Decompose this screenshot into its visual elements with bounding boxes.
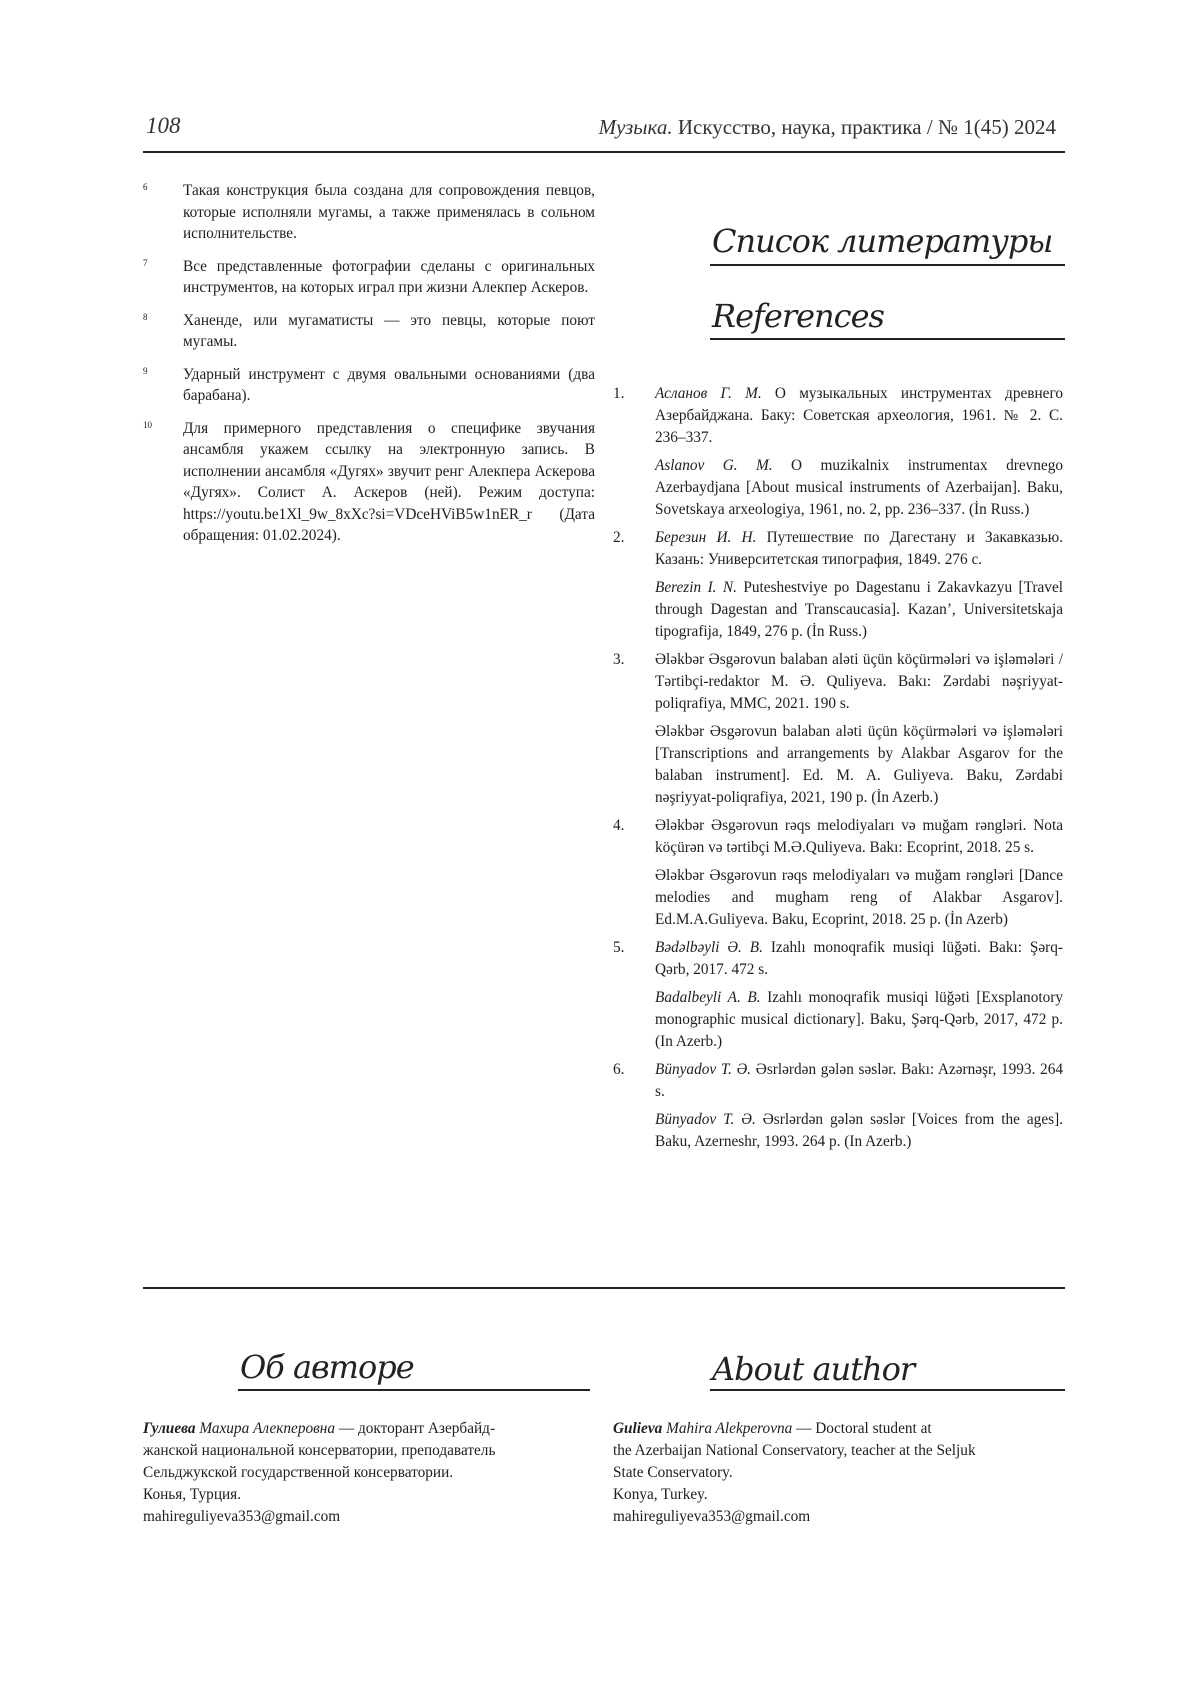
footnotes: [143, 180, 595, 558]
author-location: Konya, Turkey.: [613, 1486, 708, 1503]
bio-text: the Azerbaijan National Conservatory, teacher at the Seljuk: [613, 1442, 976, 1459]
reference-transliteration: [655, 455, 1063, 521]
about-title-en: About author: [712, 1350, 915, 1388]
reference-number: 3.: [613, 651, 625, 668]
reference-author: Асланов Г. М.: [655, 385, 762, 402]
author-surname: Гулиева: [143, 1420, 196, 1437]
bio-text: жанской национальной консерватории, преподаватель: [143, 1442, 496, 1459]
about-separator-rule: [143, 1287, 1065, 1289]
reference-text: O muzikalnix instrumentax drevnego Azerbaydjana [About musical instruments of Azerbaijan]. Baku, Sovetskaya arxeologiya, 1961, no. 2, pp. 236–337. (İn Russ.): [655, 457, 1063, 518]
references-title-en: References: [712, 297, 884, 335]
reference-number: 6.: [613, 1061, 625, 1078]
footnote: [143, 418, 595, 547]
reference-author: Березин И. Н.: [655, 529, 757, 546]
footnote-number: 6: [143, 182, 148, 192]
about-author-en: [613, 1418, 1063, 1528]
reference-author: Berezin I. N.: [655, 579, 737, 596]
journal-issue: Искусство, наука, практика / № 1(45) 2024: [677, 115, 1056, 139]
reference-item: [613, 383, 1063, 521]
reference-text: Izahlı monoqrafik musiqi lüğəti [Exsplanotory monographic musical dictionary]. Baku, Şərq-Qərb, 2017, 472 p. (In Azerb.): [655, 989, 1063, 1050]
reference-transliteration: [655, 865, 1063, 931]
references-title-en-rule: [710, 338, 1065, 340]
reference-item: [613, 815, 1063, 931]
reference-text: Ələkbər Əsgərovun balaban aləti üçün köçürmələri və işləmələri / Tərtibçi-redaktor M. Ə. Quliyeva. Bakı: Zərdabi nəşriyyat-poliqrafiya, MMC, 2021. 190 s.: [655, 651, 1063, 712]
reference-original: [655, 937, 1063, 981]
page-number: 108: [146, 113, 181, 138]
reference-text: Izahlı monoqrafik musiqi lüğəti. Bakı: Şərq-Qərb, 2017. 472 s.: [655, 939, 1063, 978]
footnote: [143, 180, 595, 245]
footnote-text: Такая конструкция была создана для сопровождения певцов, которые исполняли мугамы, а также применялась в сольном исполнительстве.: [183, 182, 595, 242]
header-rule: [143, 151, 1065, 153]
references-title-ru-rule: [710, 264, 1065, 266]
reference-original: [655, 649, 1063, 715]
about-title-en-rule: [710, 1389, 1065, 1391]
footnote-number: 8: [143, 311, 148, 322]
reference-text: Əsrlərdən gələn səslər. Bakı: Azərnəşr, 1993. 264 s.: [655, 1061, 1063, 1100]
reference-text: Ələkbər Əsgərovun balaban aləti üçün köçürmələri və işləmələri [Transcriptions and arrangements by Alakbar Asgarov for the balaban instrument]. Ed. M. A. Guliyeva. Baku, Zərdabi nəşriyyat-poliqrafiya, 2021, 190 p. (İn Azerb.): [655, 723, 1063, 806]
journal-title: [599, 115, 1056, 140]
author-surname: Gulieva: [613, 1420, 663, 1437]
footnote-text: Ударный инструмент с двумя овальными основаниями (два барабана).: [183, 365, 595, 404]
about-title-ru: Об авторе: [240, 1348, 414, 1386]
footnote: [143, 364, 595, 407]
references-title-ru: Список литературы: [712, 222, 1053, 260]
footnote-number: 7: [143, 257, 148, 268]
reference-author: Aslanov G. M.: [655, 457, 773, 474]
journal-brand: Музыка.: [598, 115, 673, 139]
reference-text: Əsrlərdən gələn səslər [Voices from the ages]. Baku, Azerneshr, 1993. 264 p. (In Azerb.): [655, 1111, 1063, 1150]
reference-original: [655, 527, 1063, 571]
reference-author: Bünyadov T. Ə.: [655, 1111, 756, 1128]
footnote: [143, 310, 595, 353]
reference-transliteration: [655, 577, 1063, 643]
reference-number: 1.: [613, 385, 625, 402]
bio-text: State Conservatory.: [613, 1464, 733, 1481]
reference-text: Ələkbər Əsgərovun rəqs melodiyaları və muğam rəngləri [Dance melodies and mugham reng of Alakbar Asgarov]. Ed.M.A.Guliyeva. Baku, Ecoprint, 2018. 25 p. (İn Azerb): [655, 867, 1063, 928]
author-email[interactable]: mahireguliyeva353@gmail.com: [613, 1508, 811, 1525]
author-given-name: Махира Алекперовна: [195, 1420, 336, 1437]
reference-author: Badalbeyli A. B.: [655, 989, 761, 1006]
reference-text: Ələkbər Əsgərovun rəqs melodiyaları və muğam rəngləri. Nota köçürən və tərtibçi M.Ə.Quliyeva. Bakı: Ecoprint, 2018. 25 s.: [655, 817, 1063, 856]
reference-number: 4.: [613, 817, 625, 834]
reference-number: 5.: [613, 939, 625, 956]
bio-text: — Doctoral student at: [792, 1420, 932, 1437]
footnote-text: Для примерного представления о специфике звучания ансамбля укажем ссылку на электронную запись. В исполнении ансамбля «Дугях» звучит ренг Алекпера Аскерова «Дугях». Солист А. Аскеров (ней). Режим доступа: https://youtu.be1Xl_9w_8xXc?si=VDceHViB5w1nER_r (Дата обращения: 01.02.2024).: [183, 419, 595, 544]
reference-transliteration: [655, 721, 1063, 809]
reference-transliteration: [655, 987, 1063, 1053]
reference-original: [655, 1059, 1063, 1103]
reference-item: [613, 527, 1063, 643]
reference-item: [613, 1059, 1063, 1153]
author-location: Конья, Турция.: [143, 1486, 242, 1503]
reference-original: [655, 383, 1063, 449]
references-list: [613, 383, 1063, 1159]
footnote: [143, 256, 595, 299]
reference-item: [613, 649, 1063, 809]
reference-number: 2.: [613, 529, 625, 546]
reference-text: Путешествие по Дагестану и Закавказью. Казань: Университетская типография, 1849. 276 с.: [655, 529, 1063, 568]
bio-text: Сельджукской государственной консерватории.: [143, 1464, 454, 1481]
footnote-text: Все представленные фотографии сделаны с оригинальных инструментов, на которых играл при жизни Алекпер Аскеров.: [183, 257, 595, 296]
footnote-number: 10: [143, 419, 152, 430]
bio-text: — докторант Азербайд-: [335, 1420, 496, 1437]
reference-author: Bədəlbəyli Ə. B.: [655, 939, 763, 956]
reference-text: О музыкальных инструментах древнего Азербайджана. Баку: Советская археология, 1961. № 2. С. 236–337.: [655, 385, 1063, 446]
footnote-text: Ханенде, или мугаматисты — это певцы, которые поют мугамы.: [183, 311, 595, 350]
reference-text: Puteshestviye po Dagestanu i Zakavkazyu [Travel through Dagestan and Transcaucasia]. Kazan’, Universitetskaja tipografija, 1849, 276 p. (İn Russ.): [655, 579, 1063, 640]
footnote-number: 9: [143, 365, 148, 376]
about-author-ru: [143, 1418, 593, 1528]
author-given-name: Mahira Alekperovna: [662, 1420, 793, 1437]
reference-item: [613, 937, 1063, 1053]
reference-author: Bünyadov T. Ə.: [655, 1061, 752, 1078]
about-title-ru-rule: [238, 1389, 590, 1391]
reference-transliteration: [655, 1109, 1063, 1153]
author-email[interactable]: mahireguliyeva353@gmail.com: [143, 1508, 341, 1525]
reference-original: [655, 815, 1063, 859]
